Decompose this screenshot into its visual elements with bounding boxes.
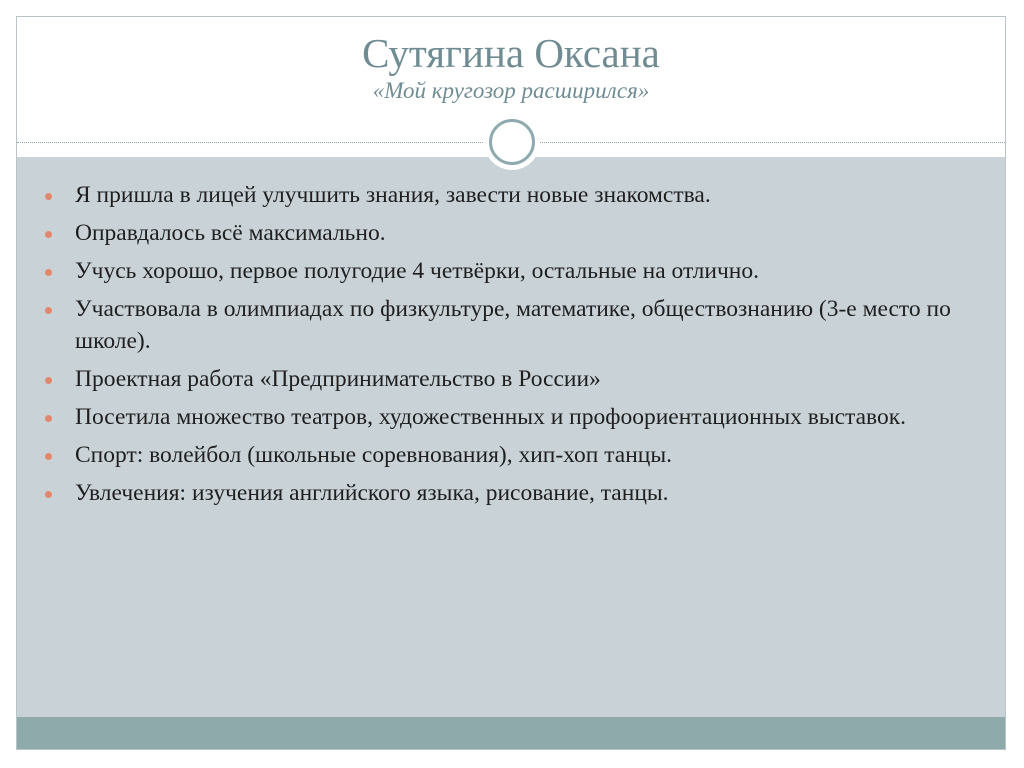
slide-frame bbox=[16, 16, 1006, 750]
bullet-list bbox=[45, 179, 985, 515]
bullet-text: Посетила множество театров, художественных и профоориентационных выставок. bbox=[75, 404, 907, 430]
bullet-dot-icon bbox=[45, 231, 52, 238]
bullet-dot-icon bbox=[45, 269, 52, 276]
bullet-item bbox=[45, 217, 985, 249]
slide-subtitle: «Мой кругозор расширился» bbox=[372, 78, 650, 103]
bullet-item bbox=[45, 255, 985, 287]
circle-ring-icon bbox=[489, 119, 535, 165]
bullet-text: Я пришла в лицей улучшить знания, завести новые знакомства. bbox=[75, 182, 711, 208]
bullet-text: Участвовала в олимпиадах по физкультуре, математике, обществознанию (3-е место по школе). bbox=[75, 296, 951, 354]
bullet-text: Оправдалось всё максимально. bbox=[75, 220, 386, 246]
bullet-dot-icon bbox=[45, 193, 52, 200]
bullet-text: Учусь хорошо, первое полугодие 4 четвёрки, остальные на отлично. bbox=[75, 258, 759, 284]
footer-band bbox=[17, 717, 1005, 750]
bullet-item bbox=[45, 477, 985, 509]
bullet-item bbox=[45, 439, 985, 471]
circle-ornament-icon bbox=[484, 114, 540, 170]
bullet-text: Спорт: волейбол (школьные соревнования), хип-хоп танцы. bbox=[75, 442, 673, 468]
bullet-dot-icon bbox=[45, 415, 52, 422]
bullet-text: Увлечения: изучения английского языка, рисование, танцы. bbox=[75, 480, 669, 506]
bullet-dot-icon bbox=[45, 491, 52, 498]
bullet-text: Проектная работа «Предпринимательство в России» bbox=[75, 366, 601, 392]
bullet-item bbox=[45, 401, 985, 433]
bullet-item bbox=[45, 293, 985, 357]
slide-title: Сутягина Оксана bbox=[362, 30, 660, 76]
bullet-dot-icon bbox=[45, 307, 52, 314]
bullet-item bbox=[45, 363, 985, 395]
bullet-item bbox=[45, 179, 985, 211]
bullet-dot-icon bbox=[45, 377, 52, 384]
bullet-dot-icon bbox=[45, 453, 52, 460]
